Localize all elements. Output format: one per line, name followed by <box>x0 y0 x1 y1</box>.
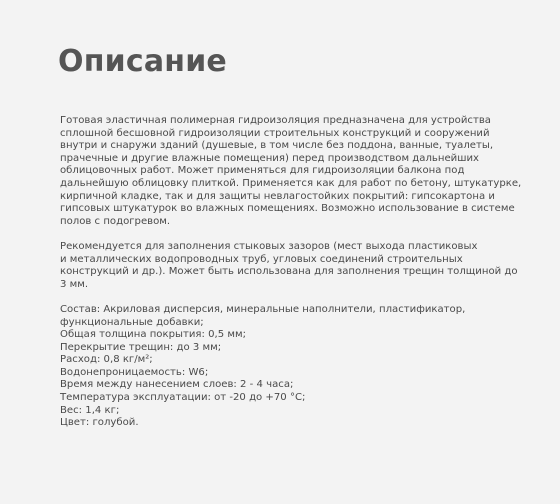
spec-weight: Вес: 1,4 кг; <box>60 404 120 416</box>
text-line: внутри и снаружи зданий (душевые, в том числе без поддона, ванные, туалеты, <box>60 140 494 152</box>
text-line: и металлических водопроводных труб, угловых соединений строительных <box>60 253 463 265</box>
text-line: кирпичной кладке, так и для защиты невлагостойких покрытий: гипсокартона и <box>60 190 495 202</box>
paragraph-spacer <box>60 291 530 304</box>
spec-waterproofness: Водонепроницаемость: W6; <box>60 366 209 378</box>
spec-operating-temperature: Температура эксплуатации: от -20 до +70 °С; <box>60 392 306 404</box>
spec-consumption: Расход: 0,8 кг/м²; <box>60 354 153 366</box>
spec-layer-interval: Время между нанесением слоев: 2 - 4 часа; <box>60 379 294 391</box>
text-line: гипсовых штукатурок во влажных помещениях. Возможно использование в системе <box>60 203 515 215</box>
text-line: Готовая эластичная полимерная гидроизоляция предназначена для устройства <box>60 115 491 126</box>
spec-crack-bridging: Перекрытие трещин: до 3 мм; <box>60 341 222 353</box>
text-line: конструкций и др.). Может быть использована для заполнения трещин толщиной до <box>60 266 518 278</box>
text-line: Рекомендуется для заполнения стыковых зазоров (мест выхода пластиковых <box>60 240 478 252</box>
page-title: Описание <box>58 44 227 79</box>
text-line: сплошной бесшовной гидроизоляции строительных конструкций и сооружений <box>60 127 490 139</box>
text-line: полов с подогревом. <box>60 215 171 227</box>
spec-composition: Состав: Акриловая дисперсия, минеральные наполнители, пластификатор, <box>60 303 466 315</box>
description-paragraph-usage <box>60 115 530 228</box>
spec-color: Цвет: голубой. <box>60 417 139 429</box>
description-paragraph-specs <box>60 304 530 430</box>
spec-thickness: Общая толщина покрытия: 0,5 мм; <box>60 329 246 341</box>
text-line: облицовочных работ. Может применяться для гидроизоляции балкона под <box>60 165 465 177</box>
text-line: 3 мм. <box>60 278 89 290</box>
text-line: дальнейшую облицовку плиткой. Применяется как для работ по бетону, штукатурке, <box>60 177 522 189</box>
paragraph-spacer <box>60 228 530 241</box>
description-content <box>60 115 530 430</box>
spec-composition-cont: функциональные добавки; <box>60 316 204 328</box>
text-line: прачечные и другие влажные помещения) перед производством дальнейших <box>60 152 479 164</box>
description-paragraph-recommendation <box>60 241 530 291</box>
